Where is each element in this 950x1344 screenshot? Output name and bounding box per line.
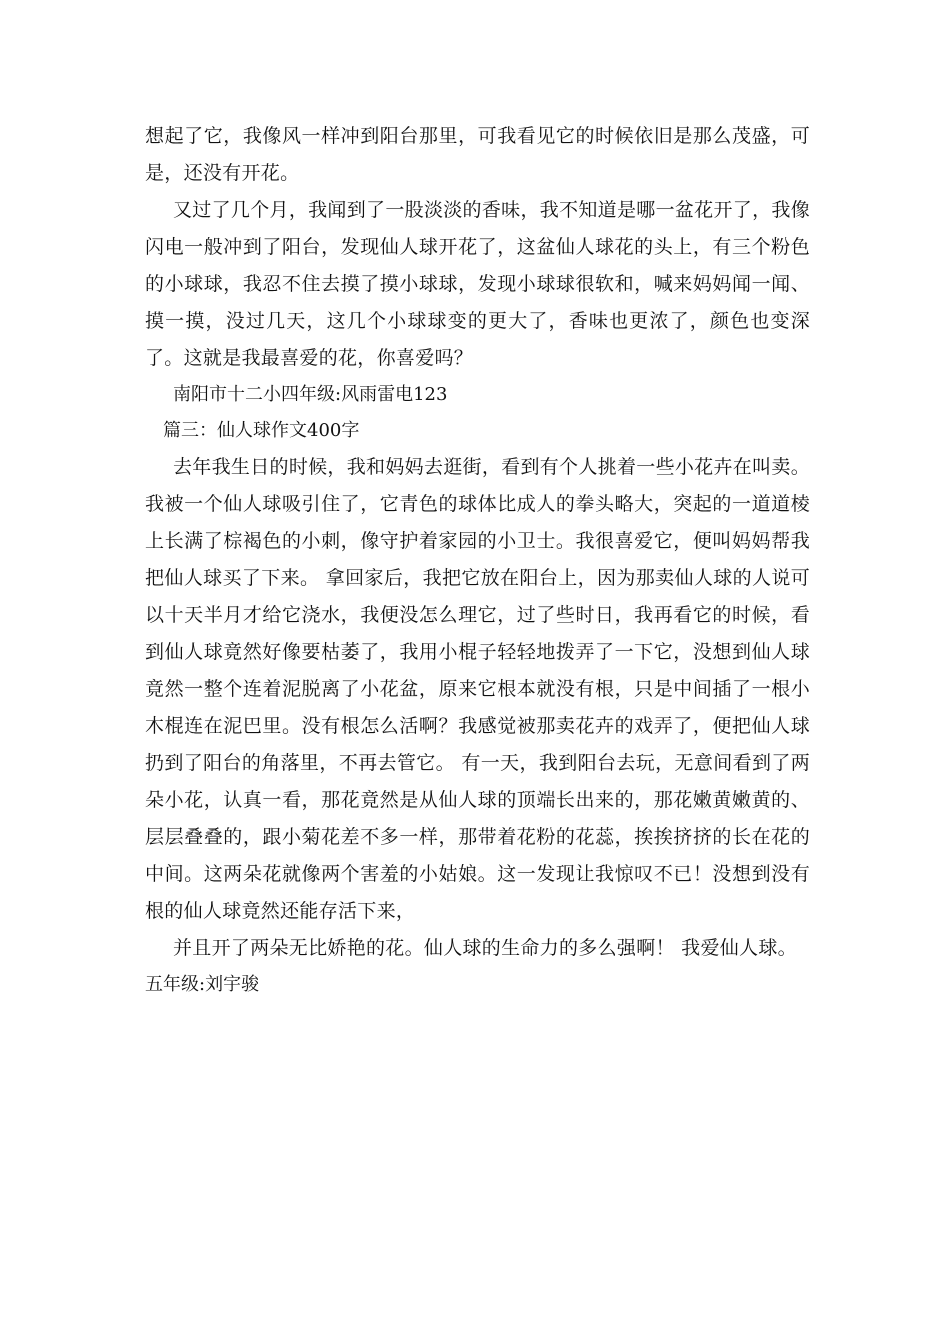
paragraph-cactus-story: 去年我生日的时候，我和妈妈去逛街，看到有个人挑着一些小花卉在叫卖。我被一个仙人球吸引住了，它青色的球体比成人的拳头略大，突起的一道道棱上长满了棕褐色的小刺，像守护着家园的小卫士。我很喜爱它，便叫妈妈帮我把仙人球买了下来。 拿回家后，我把它放在阳台上，因为那卖仙人球的人说可以十天半月才给它浇水，我便没怎么理它，过了些时日，我再看它的时候，看到仙人球竟然好像要枯萎了，我用小棍子轻轻地拨弄了一下它，没想到仙人球竟然一整个连着泥脱离了小花盆，原来它根本就没有根，只是中间插了一根小木棍连在泥巴里。没有根怎么活啊？我感觉被那卖花卉的戏弄了，便把仙人球扔到了阳台的角落里，不再去管它。 有一天，我到阳台去玩，无意间看到了两朵小花，认真一看，那花竟然是从仙人球的顶端长出来的，那花嫩黄嫩黄的、层层叠叠的，跟小菊花差不多一样，那带着花粉的花蕊，挨挨挤挤的长在花的中间。这两朵花就像两个害羞的小姑娘。这一发现让我惊叹不已！没想到没有根的仙人球竟然还能存活下来， — [145, 456, 810, 922]
author-credit-1: 南阳市十二小四年级:风雨雷电123 — [173, 384, 448, 405]
document-body — [145, 118, 810, 1003]
paragraph-flower-blooms: 又过了几个月，我闻到了一股淡淡的香味，我不知道是哪一盆花开了，我像闪电一般冲到了阳台，发现仙人球开花了，这盆仙人球花的头上，有三个粉色的小球球，我忍不住去摸了摸小球球，发现小球球很软和，喊来妈妈闻一闻、摸一摸，没过几天，这几个小球球变的更大了，香味也更浓了，颜色也变深了。这就是我最喜爱的花，你喜爱吗？ — [145, 199, 810, 369]
paragraph-continuation: 想起了它，我像风一样冲到阳台那里，可我看见它的时候依旧是那么茂盛，可是，还没有开花。 — [145, 125, 810, 184]
section-heading: 篇三：仙人球作文400字 — [163, 420, 360, 441]
paragraph-conclusion: 并且开了两朵无比娇艳的花。仙人球的生命力的多么强啊！ 我爱仙人球。 — [173, 937, 797, 959]
author-credit-2: 五年级:刘宇骏 — [145, 974, 260, 995]
